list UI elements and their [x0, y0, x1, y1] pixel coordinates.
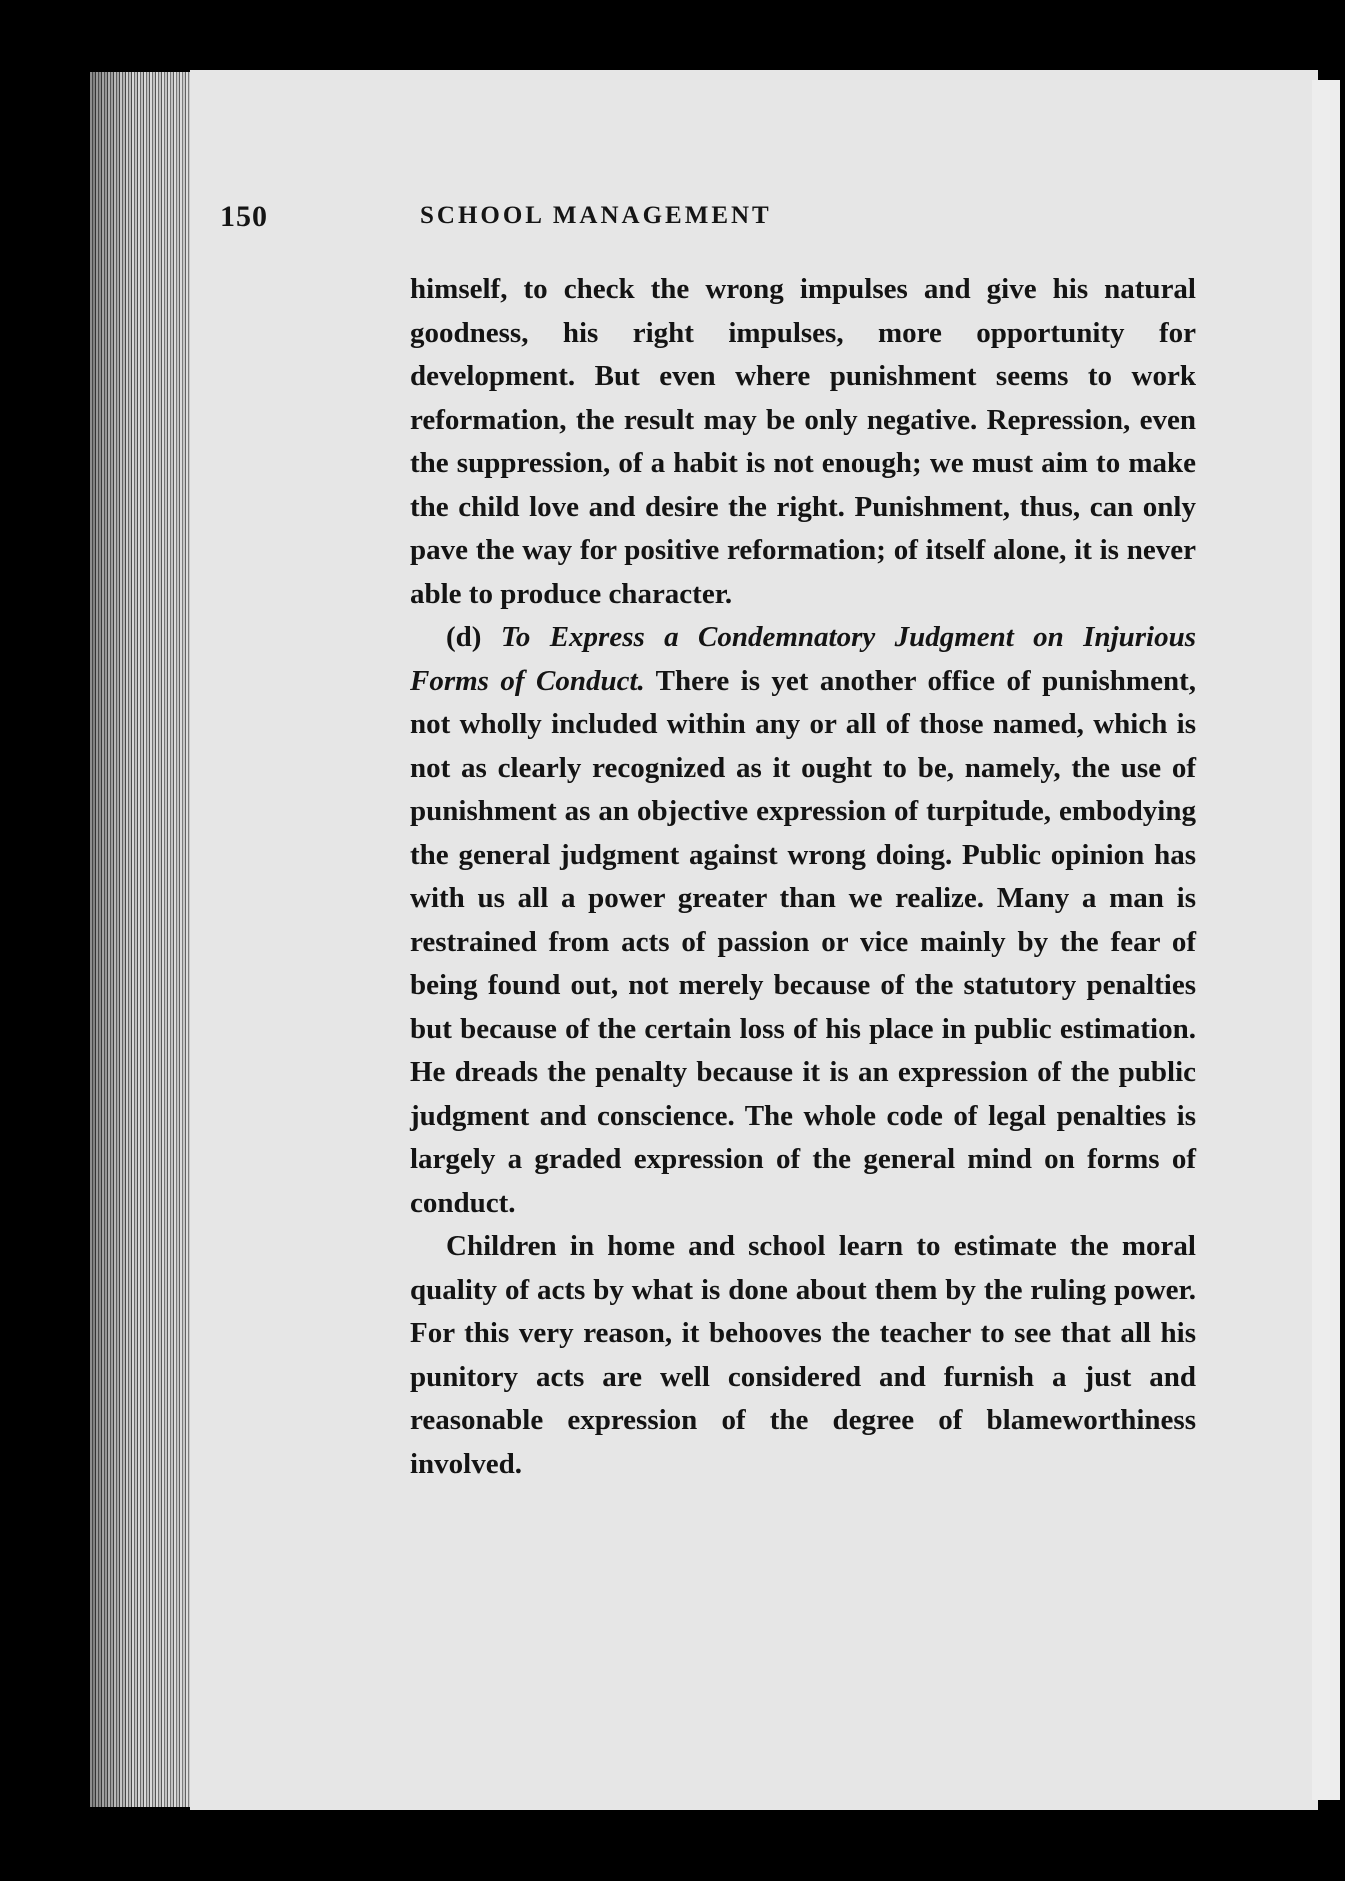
body-text [410, 268, 1196, 1486]
paragraph-2-body: There is yet another office of punishment, not wholly included within any or all of those named, which is not as clearly recognized as it ought to be, namely, the use of punishment as an objective expression of turpitude, embodying the general judgment against wrong doing. Public opinion has with us all a power greater than we realize. Many a man is restrained from acts of passion or vice mainly by the fear of being found out, not merely because of the statutory penalties but because of the certain loss of his place in public estimation. He dreads the penalty because it is an expression of the public judgment and conscience. The whole code of legal penalties is largely a graded expression of the general mind on forms of conduct. [410, 664, 1196, 1219]
stacked-page-edges [90, 72, 195, 1807]
paragraph-1: himself, to check the wrong impulses and give his natural goodness, his right impulses, more opportunity for development. But even where punishment seems to work reformation, the result may be only negative. Repression, even the suppression, of a habit is not enough; we must aim to make the child love and desire the right. Punishment, thus, can only pave the way for positive reformation; of itself alone, it is never able to produce character. [410, 273, 1196, 610]
facing-page-edge [1312, 80, 1340, 1800]
paragraph-2 [410, 616, 1196, 1225]
page-header [220, 200, 1000, 240]
running-head: SCHOOL MANAGEMENT [420, 202, 772, 229]
section-label: (d) [446, 621, 482, 653]
section-heading: To Express a Condemnatory Judgment on Injurious Forms of Conduct. [410, 621, 1197, 697]
page-number: 150 [220, 200, 268, 233]
paragraph-3: Children in home and school learn to estimate the moral quality of acts by what is done about them by the ruling power. For this very reason, it behooves the teacher to see that all his punitory acts are well considered and furnish a just and reasonable expression of the degree of blameworthiness involved. [410, 1230, 1196, 1480]
